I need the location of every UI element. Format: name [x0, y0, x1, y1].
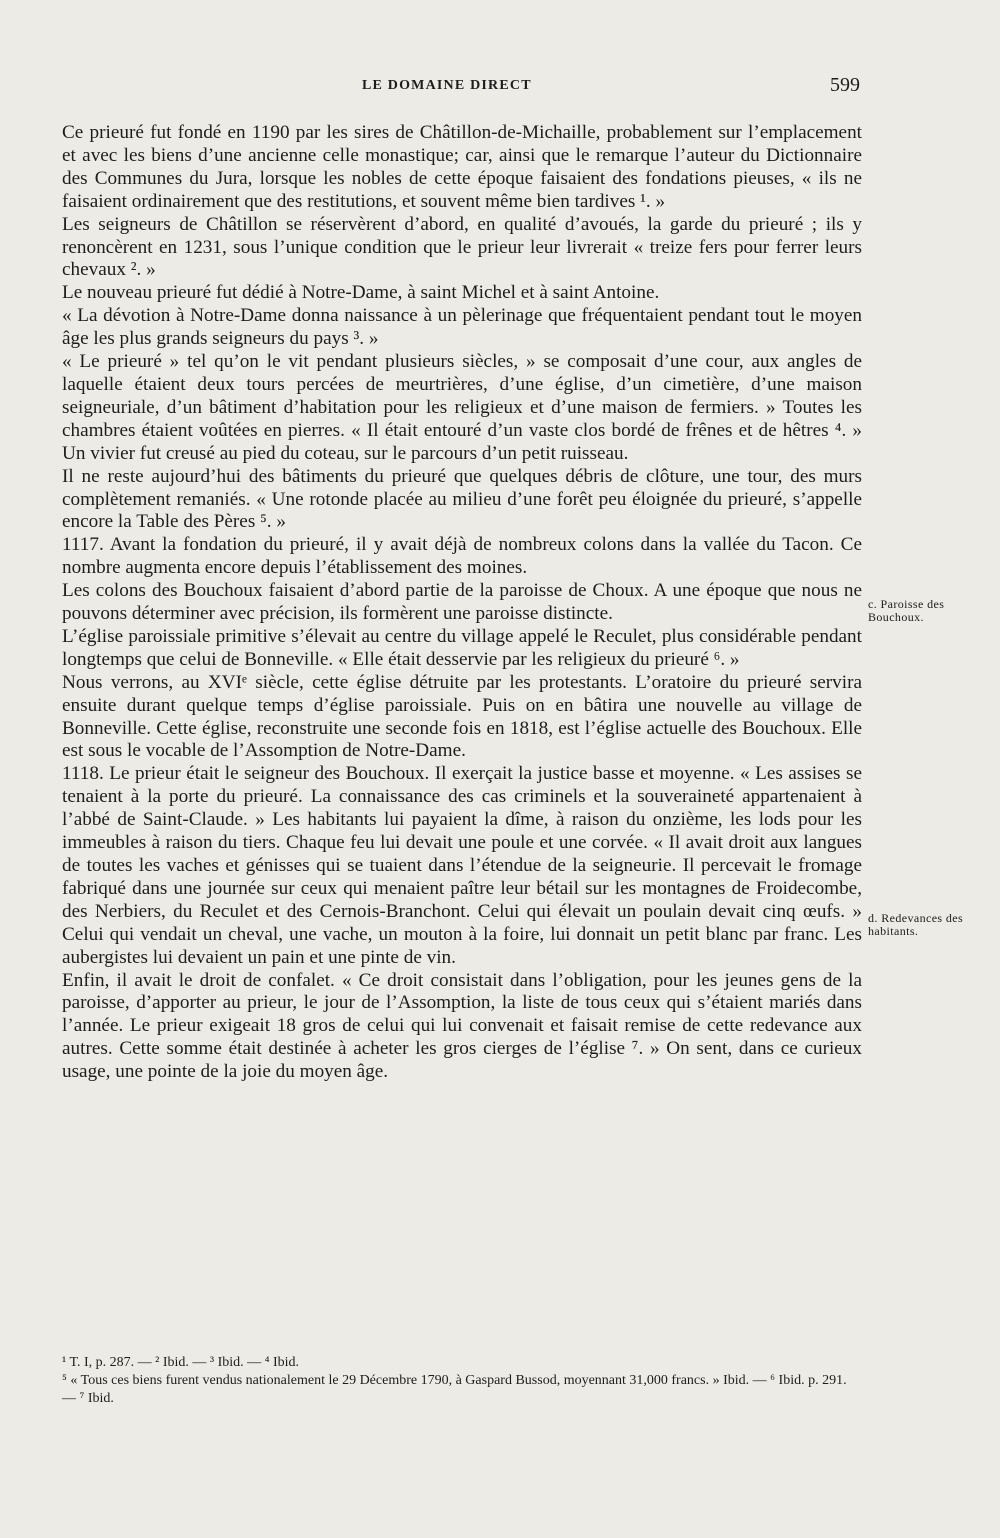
- paragraph-section-1118: 1118. Le prieur était le seigneur des Bouchoux. Il exerçait la justice basse et moyenne. « Les assises se tenaient à la porte du prieuré. La connaissance des cas criminels et la souveraineté appartenaient à l’abbé de Saint-Claude. » Les habitants lui payaient la dîme, à raison du onzième, les lods pour les immeubles à raison du tiers. Chaque feu lui devait une poule et une corvée. « Il avait droit aux langues de toutes les vaches et génisses qui se tuaient dans l’étendue de la seigneurie. Il percevait le fromage fabriqué dans une journée sur ceux qui menaient paître leur bétail sur les montagnes de Froidecombe, des Nerbiers, du Reculet et des Cernois-Branchont. Celui qui élevait un poulain devait cinq œufs. » Celui qui vendait un cheval, une vache, un mouton à la foire, lui donnait un petit blanc par franc. Les aubergistes lui devaient un pain et une pinte de vin.: [62, 763, 862, 968]
- paragraph: Les colons des Bouchoux faisaient d’abord partie de la paroisse de Choux. A une époque que nous ne pouvons déterminer avec précision, ils formèrent une paroisse distincte.: [62, 580, 862, 625]
- footnote-line: ⁵ « Tous ces biens furent vendus nationalement le 29 Décembre 1790, à Gaspard Bussod, moyennant 31,000 francs. » Ibid. — ⁶ Ibid. p. 291. — ⁷ Ibid.: [62, 1373, 847, 1406]
- paragraph: Ce prieuré fut fondé en 1190 par les sires de Châtillon-de-Michaille, probablement sur l’emplacement et avec les biens d’une ancienne celle monastique; car, ainsi que le remarque l’auteur du Dictionnaire des Communes du Jura, lorsque les nobles de cette époque faisaient des fondations pieuses, « ils ne faisaient ordinairement que des restitutions, et souvent même bien tardives ¹. »: [62, 122, 862, 212]
- page-number: 599: [830, 74, 860, 96]
- margin-note-paroisse: c. Paroisse des Bouchoux.: [868, 597, 945, 624]
- footnote-line: ¹ T. I, p. 287. — ² Ibid. — ³ Ibid. — ⁴ Ibid.: [62, 1355, 300, 1370]
- footnotes: [62, 1354, 862, 1408]
- page-header: [62, 74, 862, 104]
- paragraph: Le nouveau prieuré fut dédié à Notre-Dame, à saint Michel et à saint Antoine.: [62, 282, 660, 304]
- paragraph: « La dévotion à Notre-Dame donna naissance à un pèlerinage que fréquentaient pendant tout le moyen âge les plus grands seigneurs du pays ³. »: [62, 305, 862, 350]
- paragraph: Les seigneurs de Châtillon se réservèrent d’abord, en qualité d’avoués, la garde du prieuré ; ils y renoncèrent en 1231, sous l’unique condition que le prieur leur livrerait « treize fers pour ferrer leurs chevaux ². »: [62, 213, 862, 281]
- paragraph: Il ne reste aujourd’hui des bâtiments du prieuré que quelques débris de clôture, une tour, des murs complètement remaniés. « Une rotonde placée au milieu d’une forêt peu éloignée du prieuré, s’appelle encore la Table des Pères ⁵. »: [62, 465, 862, 533]
- paragraph: Enfin, il avait le droit de confalet. « Ce droit consistait dans l’obligation, pour les jeunes gens de la paroisse, d’apporter au prieur, le jour de l’Assomption, la liste de tous ceux qui s’étaient mariés dans l’année. Le prieur exigeait 18 gros de celui qui lui convenait et faisait remise de cette redevance aux autres. Cette somme était destinée à acheter les gros cierges de l’église ⁷. » On sent, dans ce curieux usage, une pointe de la joie du moyen âge.: [62, 969, 862, 1083]
- running-head: LE DOMAINE DIRECT: [362, 78, 532, 93]
- paragraph: L’église paroissiale primitive s’élevait au centre du village appelé le Reculet, plus considérable pendant longtemps que celui de Bonneville. « Elle était desservie par les religieux du prieuré ⁶. »: [62, 625, 862, 670]
- paragraph: Nous verrons, au XVIᵉ siècle, cette église détruite par les protestants. L’oratoire du prieuré servira ensuite durant quelque temps d’église paroissiale. Puis on en bâtira une nouvelle au village de Bonneville. Cette église, reconstruite une seconde fois en 1818, est l’église actuelle des Bouchoux. Elle est sous le vocable de l’Assomption de Notre-Dame.: [62, 671, 862, 762]
- margin-note-redevances: d. Redevances des habitants.: [868, 911, 964, 938]
- paragraph: « Le prieuré » tel qu’on le vit pendant plusieurs siècles, » se composait d’une cour, aux angles de laquelle étaient deux tours percées de meurtrières, d’une église, d’un cimetière, d’une maison seigneuriale, d’un bâtiment d’habitation pour les religieux et d’une maison de fermiers. » Toutes les chambres étaient voûtées en pierres. « Il était entouré d’un vaste clos bordé de frênes et de hêtres ⁴. » Un vivier fut creusé au pied du coteau, sur le parcours d’un petit ruisseau.: [62, 351, 862, 464]
- body-text: [62, 122, 862, 1084]
- paragraph-section-1117: 1117. Avant la fondation du prieuré, il y avait déjà de nombreux colons dans la vallée du Tacon. Ce nombre augmenta encore depuis l’établissement des moines.: [62, 534, 862, 579]
